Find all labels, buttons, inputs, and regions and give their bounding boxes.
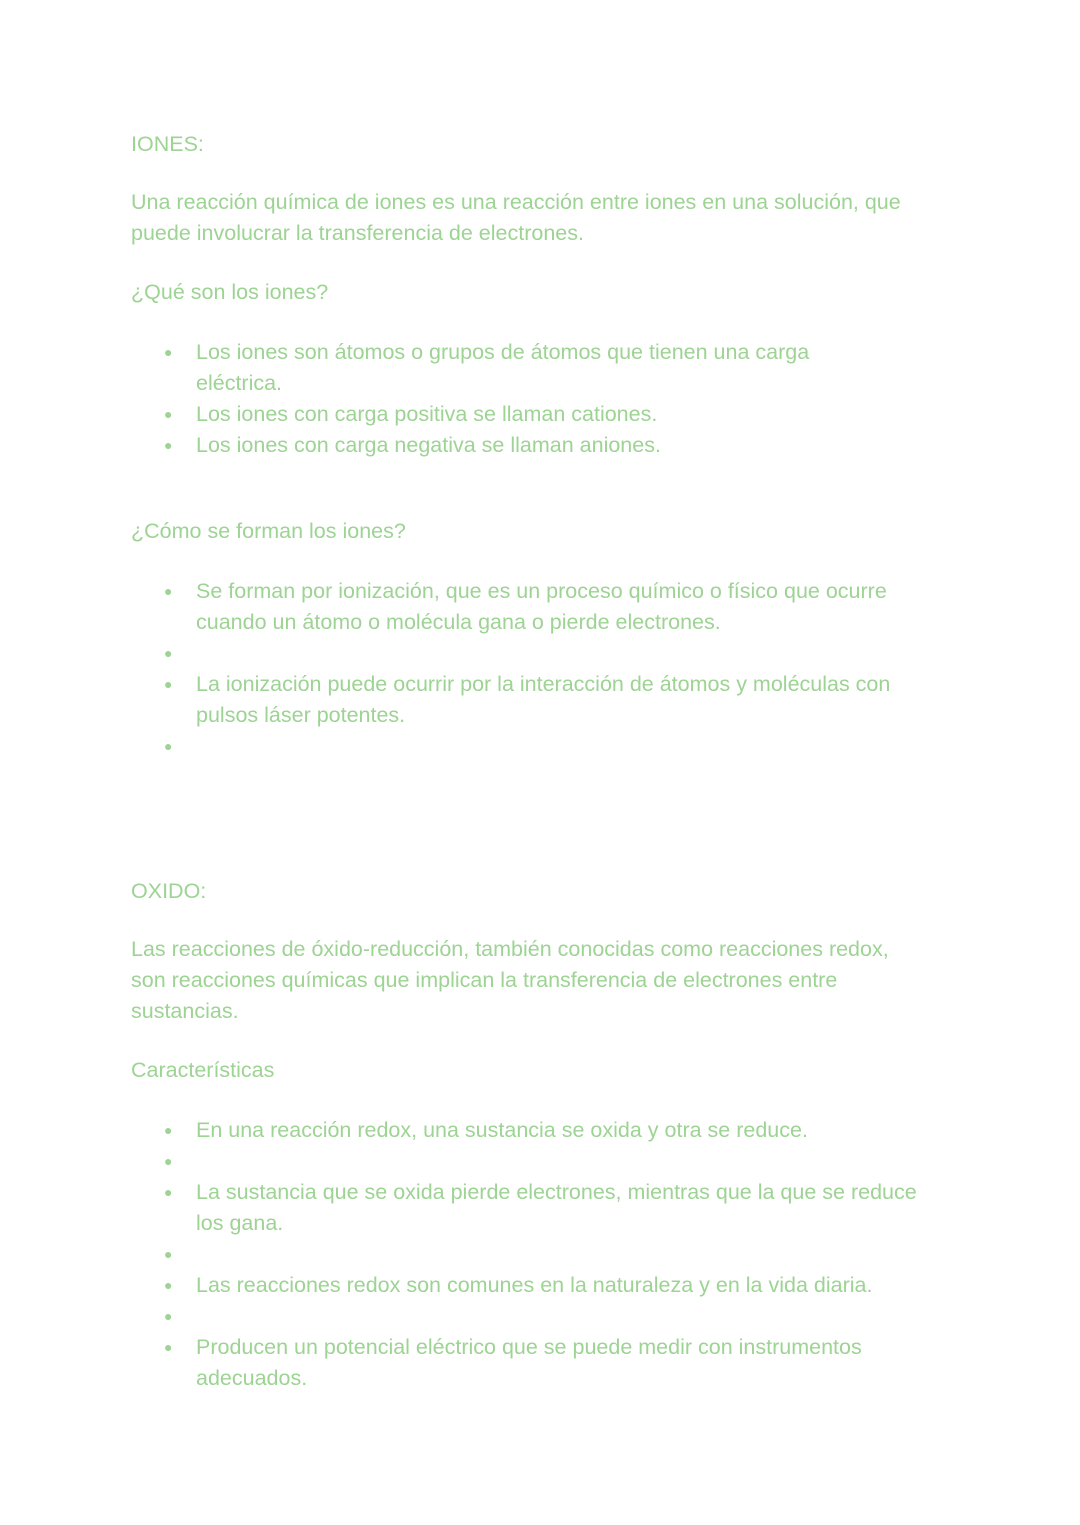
list-item bbox=[131, 731, 921, 762]
iones-intro: Una reacción química de iones es una reacción entre iones en una solución, que puede involucrar la transferencia de electrones. bbox=[131, 190, 901, 245]
list-item bbox=[131, 1239, 946, 1270]
iones-what-list bbox=[131, 337, 891, 461]
oxido-intro: Las reacciones de óxido-reducción, también conocidas como reacciones redox, son reacciones químicas que implican la transferencia de electrones entre sustancias. bbox=[131, 937, 889, 1023]
list-item: ● La ionización puede ocurrir por la interacción de átomos y moléculas con pulsos láser potentes. bbox=[131, 669, 921, 731]
oxido-heading: OXIDO: bbox=[131, 879, 207, 903]
list-item: ● Los iones con carga negativa se llaman aniones. bbox=[131, 430, 891, 461]
iones-heading: IONES: bbox=[131, 132, 204, 156]
oxido-characteristics-list bbox=[131, 1115, 946, 1394]
iones-question-what: ¿Qué son los iones? bbox=[131, 280, 329, 304]
iones-question-how: ¿Cómo se forman los iones? bbox=[131, 519, 406, 543]
list-item: ● Los iones son átomos o grupos de átomos que tienen una carga eléctrica. bbox=[131, 337, 891, 399]
list-item bbox=[131, 638, 921, 669]
list-item bbox=[131, 1146, 946, 1177]
list-item: ● Se forman por ionización, que es un proceso químico o físico que ocurre cuando un átomo o molécula gana o pierde electrones. bbox=[131, 576, 921, 638]
list-item bbox=[131, 1301, 946, 1332]
list-item: ● Los iones con carga positiva se llaman cationes. bbox=[131, 399, 891, 430]
oxido-subheading: Características bbox=[131, 1058, 275, 1082]
list-item: ● En una reacción redox, una sustancia se oxida y otra se reduce. bbox=[131, 1115, 946, 1146]
list-item: ● Producen un potencial eléctrico que se puede medir con instrumentos adecuados. bbox=[131, 1332, 946, 1394]
list-item: ● Las reacciones redox son comunes en la naturaleza y en la vida diaria. bbox=[131, 1270, 946, 1301]
list-item: ● La sustancia que se oxida pierde electrones, mientras que la que se reduce los gana. bbox=[131, 1177, 946, 1239]
iones-how-list bbox=[131, 576, 921, 762]
